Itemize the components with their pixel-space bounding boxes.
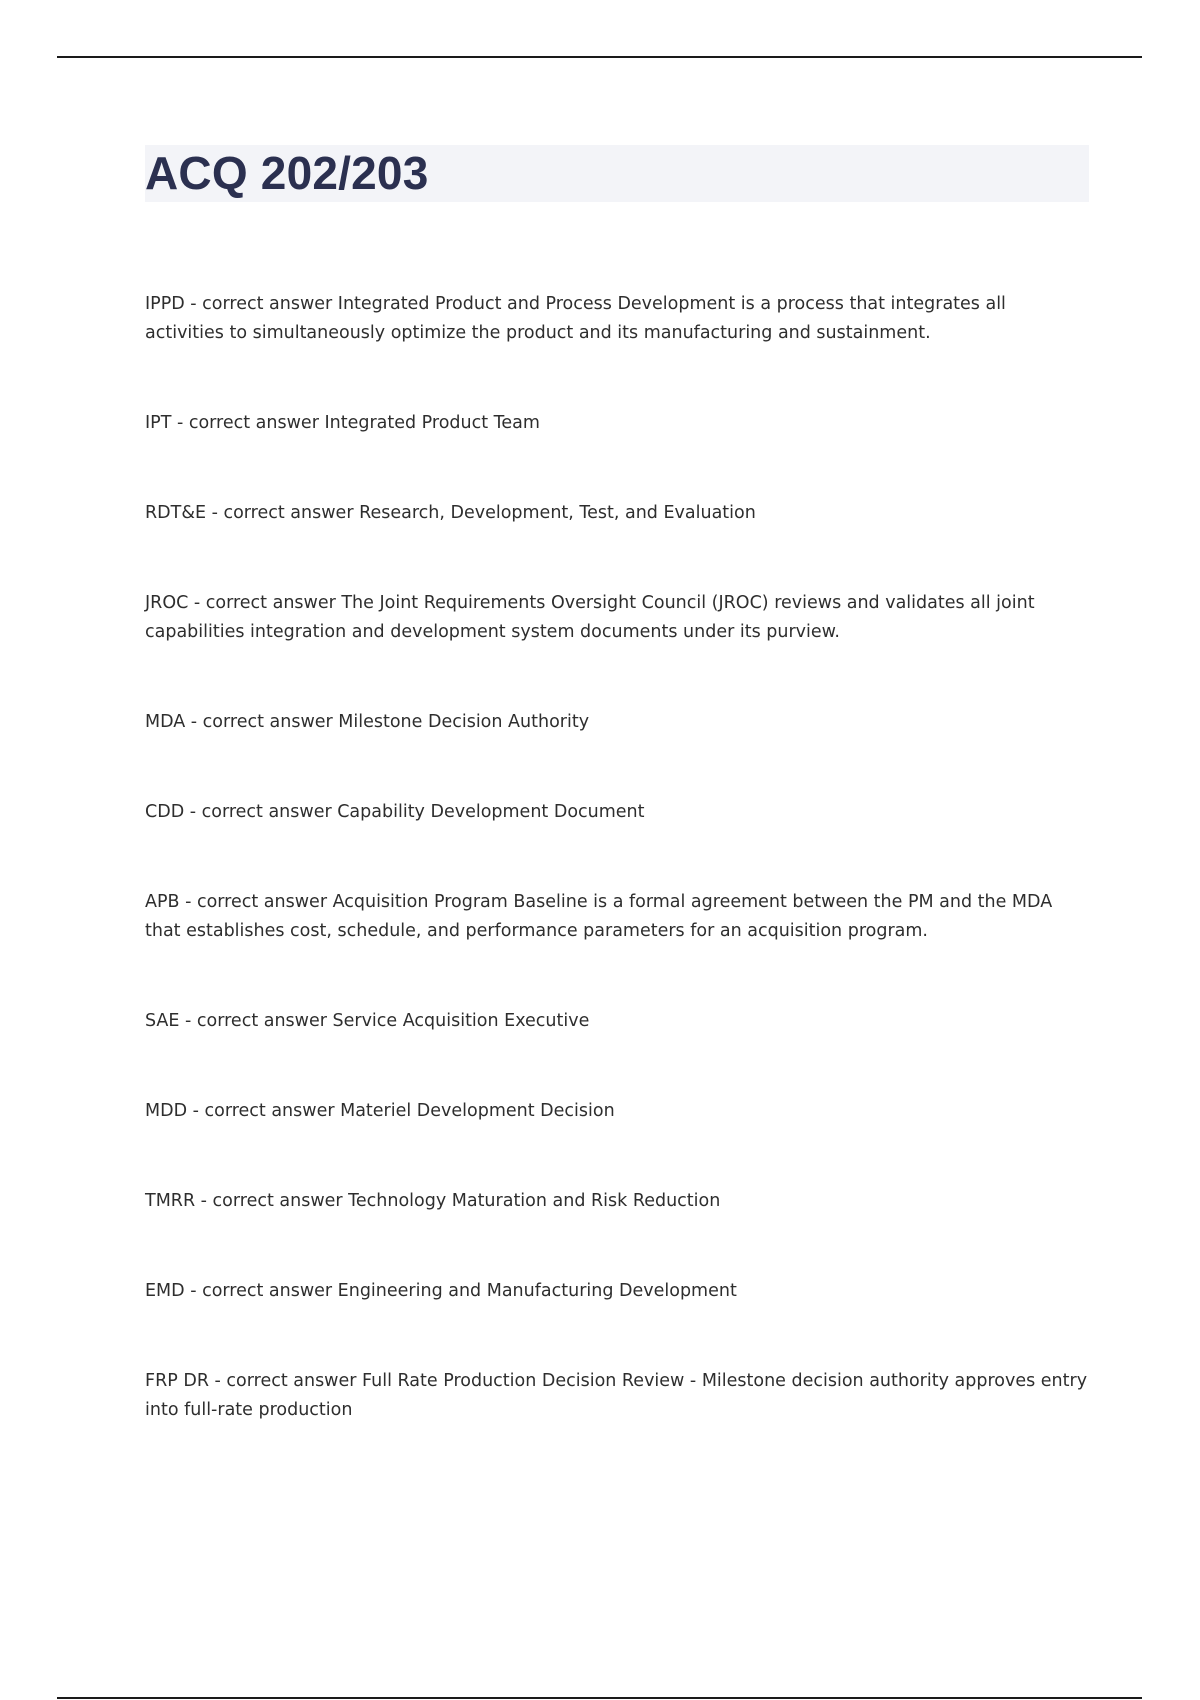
qa-item-ipt: IPT - correct answer Integrated Product Team [145, 413, 540, 433]
qa-item-mda: MDA - correct answer Milestone Decision Authority [145, 712, 590, 732]
qa-item-mdd: MDD - correct answer Materiel Development Decision [145, 1101, 615, 1121]
qa-item-emd: EMD - correct answer Engineering and Manufacturing Development [145, 1281, 737, 1301]
qa-item-tmrr: TMRR - correct answer Technology Maturation and Risk Reduction [145, 1191, 721, 1211]
qa-item-sae: SAE - correct answer Service Acquisition Executive [145, 1011, 590, 1031]
qa-item-rdte: RDT&E - correct answer Research, Development, Test, and Evaluation [145, 503, 756, 523]
qa-item-ippd: IPPD - correct answer Integrated Product and Process Development is a process that integrates all activities to simultaneously optimize the product and its manufacturing and sustainment. [145, 294, 1006, 343]
page-title: ACQ 202/203 [145, 147, 429, 199]
qa-item-cdd: CDD - correct answer Capability Development Document [145, 802, 645, 822]
qa-item-jroc: JROC - correct answer The Joint Requirements Oversight Council (JROC) reviews and validates all joint capabilities integration and development system documents under its purview. [145, 593, 1035, 642]
bottom-divider [57, 1697, 1142, 1699]
qa-item-apb: APB - correct answer Acquisition Program Baseline is a formal agreement between the PM and the MDA that establishes cost, schedule, and performance parameters for an acquisition program. [145, 892, 1053, 941]
qa-list [145, 290, 1090, 1486]
qa-item-frp-dr: FRP DR - correct answer Full Rate Production Decision Review - Milestone decision authority approves entry into full-rate production [145, 1371, 1088, 1420]
top-divider [57, 56, 1142, 58]
